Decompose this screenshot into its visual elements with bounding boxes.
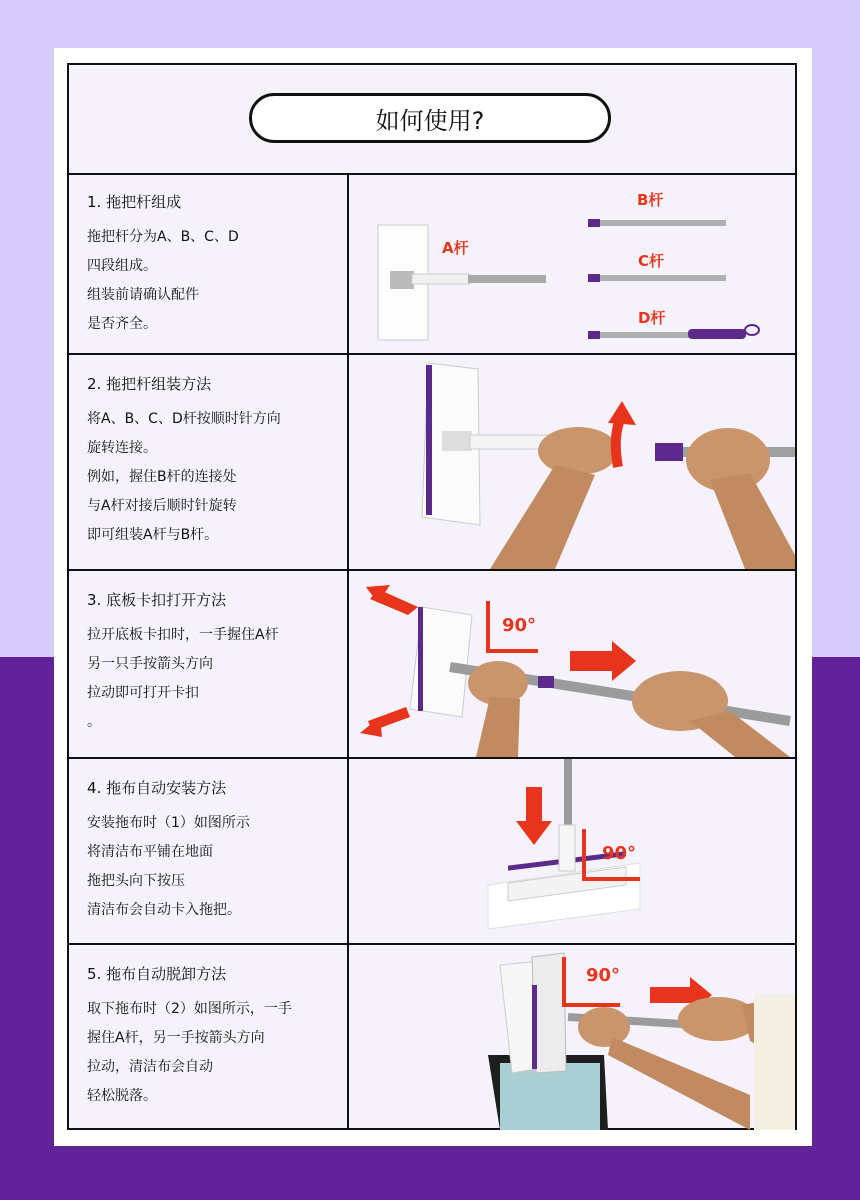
mop-head-stripe (418, 607, 423, 711)
mop-rod (564, 759, 572, 829)
instruction-table (67, 63, 797, 1130)
step-line: 四段组成。 (87, 258, 157, 274)
clip-open-illustration (350, 571, 795, 757)
step-illustration (350, 945, 795, 1130)
rod-d (600, 332, 690, 338)
step-title: 2. 拖把杆组装方法 (87, 375, 212, 393)
rod-c (600, 275, 726, 281)
step-text-cell (69, 173, 349, 353)
step-illustration (350, 571, 795, 757)
label-rod-a: A杆 (442, 239, 469, 257)
angle-label: 90° (502, 615, 537, 636)
arrow-right-icon (570, 641, 636, 681)
cloth-remove-illustration (350, 945, 795, 1130)
rotate-arrow-head (608, 401, 636, 425)
step-line: 组装前请确认配件 (87, 287, 199, 303)
mop-joint (442, 431, 472, 451)
step-illustration (350, 355, 795, 569)
label-rod-b: B杆 (637, 191, 664, 209)
step-line: 拖把杆分为A、B、C、D (87, 229, 239, 245)
step-title: 4. 拖布自动安装方法 (87, 779, 227, 797)
step-line: 即可组装A杆与B杆。 (87, 527, 219, 543)
arm-left (608, 1037, 750, 1130)
step-line: 拉动即可打开卡扣 (87, 685, 199, 701)
sleeve (754, 995, 795, 1130)
step-line: 轻松脱落。 (87, 1088, 157, 1104)
rod-d-grip (688, 329, 746, 339)
step-title: 3. 底板卡扣打开方法 (87, 591, 227, 609)
mop-joint (390, 271, 414, 289)
step-description (87, 621, 279, 737)
page-title: 如何使用? (249, 93, 611, 143)
step-illustration (350, 173, 795, 353)
step-text-cell (69, 355, 349, 569)
step-line: 握住A杆，另一手按箭头方向 (87, 1030, 265, 1046)
hang-loop (745, 325, 759, 335)
rod-assembly-illustration (350, 355, 795, 569)
mop-head-stripe (532, 985, 537, 1069)
step-row-1 (69, 173, 795, 355)
arrow-head (516, 821, 552, 845)
step-line: 拉动，清洁布会自动 (87, 1059, 213, 1075)
step-line: 清洁布会自动卡入拖把。 (87, 902, 241, 918)
step-line: 与A杆对接后顺时针旋转 (87, 498, 237, 514)
rod-d-cap (588, 331, 600, 339)
mop-head-stripe (426, 365, 432, 515)
step-line: 。 (87, 714, 101, 730)
mop-head (532, 953, 566, 1073)
step-title: 5. 拖布自动脱卸方法 (87, 965, 227, 983)
step-description (87, 995, 292, 1111)
title-row (69, 65, 795, 175)
angle-label: 90° (586, 965, 621, 986)
step-line: 例如，握住B杆的连接处 (87, 469, 237, 485)
label-rod-d: D杆 (638, 309, 666, 327)
step-line: 另一只手按箭头方向 (87, 656, 213, 672)
step-row-4 (69, 759, 795, 945)
rod-c-cap (588, 274, 600, 282)
trash-bin-body (500, 1063, 600, 1130)
mop-parts-illustration (350, 173, 795, 353)
arm-left (476, 697, 520, 757)
step-text-cell (69, 759, 349, 943)
rod-joint (538, 676, 554, 688)
rod-c-cap (655, 443, 683, 461)
rod-b (600, 220, 726, 226)
step-line: 将A、B、C、D杆按顺时针方向 (87, 411, 281, 427)
step-line: 拉开底板卡扣时，一手握住A杆 (87, 627, 279, 643)
step-line: 旋转连接。 (87, 440, 157, 456)
step-row-2 (69, 355, 795, 571)
step-line: 是否齐全。 (87, 316, 157, 332)
rod-b-cap (588, 219, 600, 227)
cloth-install-illustration (350, 759, 795, 943)
step-description (87, 223, 239, 339)
arrow-down-icon (526, 787, 542, 823)
step-row-5 (69, 945, 795, 1130)
step-row-3 (69, 571, 795, 759)
step-description (87, 809, 250, 925)
angle-label: 90° (602, 843, 637, 864)
step-text-cell (69, 945, 349, 1130)
step-title: 1. 拖把杆组成 (87, 193, 182, 211)
arm-left (490, 465, 595, 569)
hand-left (578, 1007, 630, 1047)
rod-a-sleeve (559, 825, 575, 871)
rod-a (468, 275, 546, 283)
step-line: 安装拖布时（1）如图所示 (87, 815, 250, 831)
arm-right (710, 473, 795, 569)
step-line: 将清洁布平铺在地面 (87, 844, 213, 860)
hand-left (538, 427, 618, 475)
step-line: 拖把头向下按压 (87, 873, 185, 889)
step-illustration (350, 759, 795, 943)
step-line: 取下拖布时（2）如图所示，一手 (87, 1001, 292, 1017)
step-text-cell (69, 571, 349, 757)
step-description (87, 405, 281, 550)
rod-a (470, 435, 550, 449)
label-rod-c: C杆 (638, 252, 665, 270)
rod-a-sleeve (412, 274, 470, 284)
